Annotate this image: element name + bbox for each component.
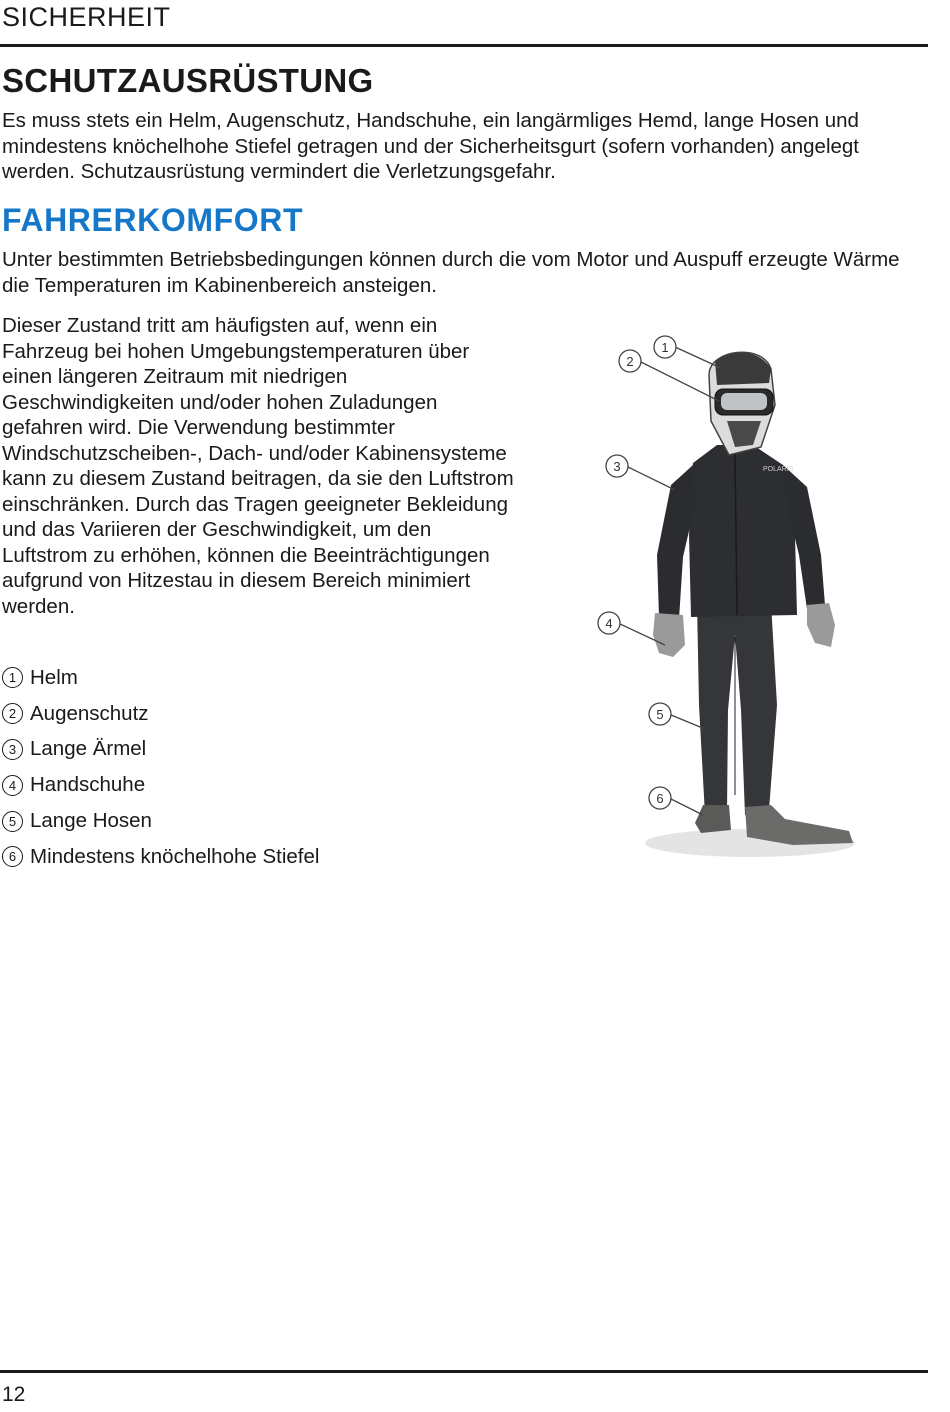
callout-number: 2 — [2, 703, 23, 724]
legend-label: Mindestens knöchelhohe Stiefel — [30, 844, 320, 868]
callout-4-label: 4 — [605, 616, 613, 631]
legend-label: Lange Ärmel — [30, 737, 147, 761]
right-glove-shape — [807, 603, 835, 647]
section-header: SICHERHEIT — [2, 2, 171, 32]
pants-shape — [697, 603, 777, 815]
page-title: SCHUTZAUSRÜSTUNG — [2, 62, 374, 99]
legend-item — [2, 839, 319, 875]
callout-5-label: 5 — [656, 707, 664, 722]
goggle-lens-shape — [721, 393, 767, 410]
callout-3-label: 3 — [613, 459, 621, 474]
callout-number: 1 — [2, 667, 23, 688]
legend-item — [2, 732, 319, 768]
section-title-comfort: FAHRERKOMFORT — [2, 202, 304, 238]
left-glove-shape — [653, 613, 685, 657]
callout-5 — [649, 703, 705, 729]
right-boot-shape — [745, 805, 853, 845]
legend-item — [2, 660, 319, 696]
callout-number: 5 — [2, 811, 23, 832]
comfort-paragraph-1: Unter bestimmten Betriebsbedingungen können durch die vom Motor und Auspuff erzeugte Wärme die Temperaturen im Kabinenbereich ansteigen. — [2, 248, 900, 297]
legend-item — [2, 696, 319, 732]
left-boot-shape — [695, 805, 731, 833]
jacket-logo: POLARIS — [763, 466, 794, 473]
legend-label: Augenschutz — [30, 701, 149, 725]
legend-label: Handschuhe — [30, 773, 146, 797]
comfort-paragraph-2: Dieser Zustand tritt am häufigsten auf, wenn ein Fahrzeug bei hohen Umgebungstemperaturen über einen längeren Zeitraum mit niedrigen Geschwindigkeiten und/oder hohen Zuladungen gefahren wird. Die Verwendung bestimmter Windschutzscheiben-, Dach- und/oder Kabinensysteme kann zu diesem Zustand beitragen, da sie den Luftstrom einschränken. Durch das Tragen geeigneter Bekleidung und das Variieren der Geschwindigkeit, um den Luftstrom zu erhöhen, können die Beeinträchtigungen aufgrund von Hitzestau in diesem Bereich minimiert werden. — [2, 314, 514, 618]
legend-label: Lange Hosen — [30, 809, 152, 833]
callout-3 — [606, 455, 675, 490]
callout-1-label: 1 — [661, 340, 669, 355]
header-divider — [0, 44, 928, 47]
protective-gear-illustration — [585, 325, 885, 865]
footer-divider — [0, 1370, 928, 1373]
callout-6 — [649, 787, 703, 815]
legend-item — [2, 767, 319, 803]
callout-1 — [654, 336, 723, 369]
callout-number: 4 — [2, 775, 23, 796]
legend-item — [2, 803, 319, 839]
page-number: 12 — [2, 1383, 26, 1406]
callout-number: 6 — [2, 846, 23, 867]
figure-legend — [2, 660, 319, 875]
legend-label: Helm — [30, 665, 78, 689]
intro-paragraph: Es muss stets ein Helm, Augenschutz, Handschuhe, ein langärmliges Hemd, lange Hosen und mindestens knöchelhohe Stiefel getragen und der Sicherheitsgurt (sofern vorhanden) angelegt werden. Schutzausrüstung vermindert die Verletzungsgefahr. — [2, 109, 859, 183]
callout-number: 3 — [2, 739, 23, 760]
callout-2-label: 2 — [626, 354, 634, 369]
callout-6-label: 6 — [656, 791, 664, 806]
